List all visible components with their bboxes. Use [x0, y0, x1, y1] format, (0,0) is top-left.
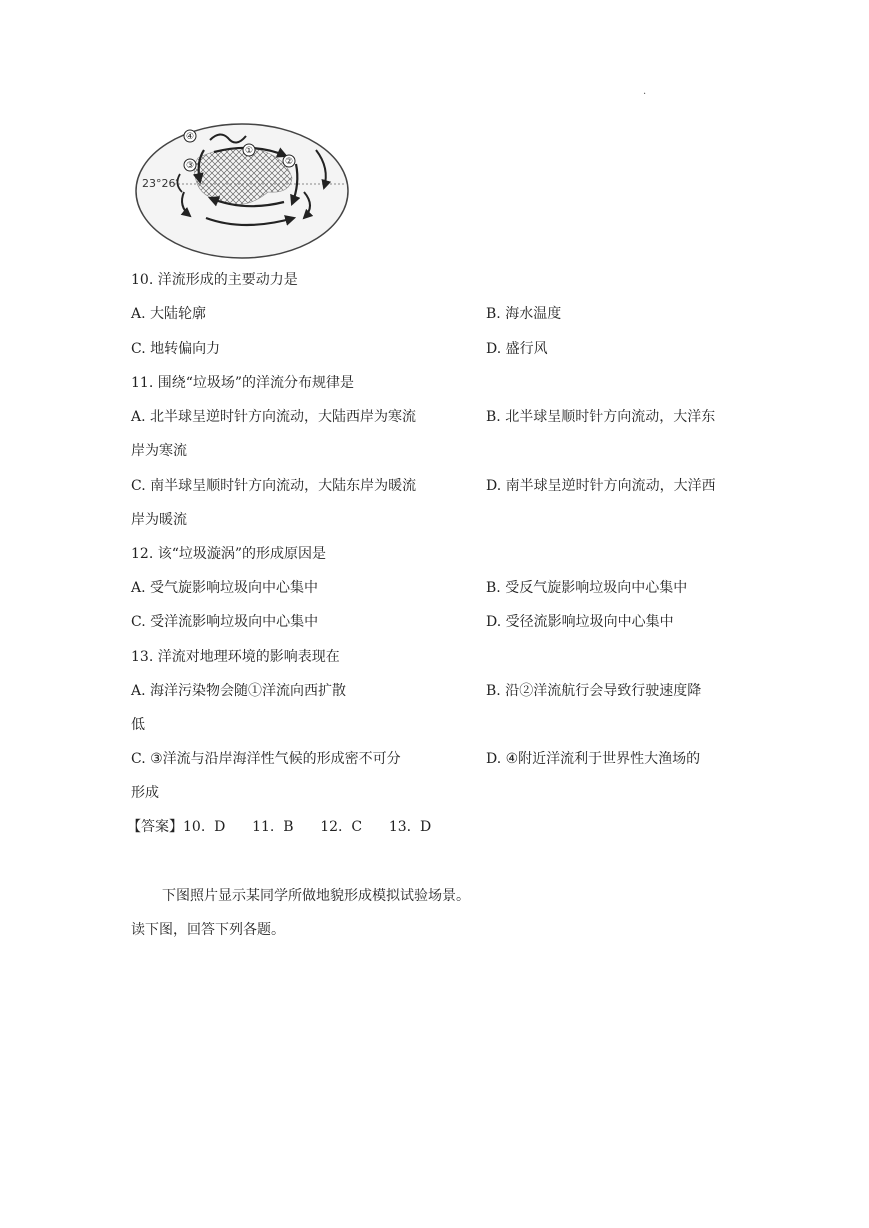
q13-option-b: B. 沿②洋流航行会导致行驶速度降	[486, 683, 702, 699]
q11-stem: 11. 围绕“垃圾场”的洋流分布规律是	[131, 375, 355, 391]
intro-instruction: 读下图，回答下列各题。	[131, 922, 285, 938]
q12-option-b: B. 受反气旋影响垃圾向中心集中	[486, 580, 688, 596]
latitude-label: 23°26′	[142, 177, 178, 190]
ocean-current-figure	[134, 122, 350, 260]
q11-option-d: D. 南半球呈逆时针方向流动，大洋西	[486, 478, 716, 494]
q10-option-b: B. 海水温度	[486, 306, 562, 322]
q12-option-a: A. 受气旋影响垃圾向中心集中	[131, 580, 319, 596]
q11-wrap-1: 岸为寒流	[131, 443, 187, 459]
marker-1: ①	[245, 146, 254, 156]
q13-option-a: A. 海洋污染物会随①洋流向西扩散	[131, 683, 347, 699]
marker-2: ②	[285, 157, 294, 167]
header-mark: .	[643, 86, 647, 97]
q12-stem: 12. 该“垃圾漩涡”的形成原因是	[131, 546, 327, 562]
q11-option-b: B. 北半球呈顺时针方向流动，大洋东	[486, 409, 716, 425]
q13-wrap-1: 低	[131, 717, 145, 733]
q12-option-d: D. 受径流影响垃圾向中心集中	[486, 614, 674, 630]
q13-wrap-2: 形成	[131, 785, 159, 801]
q10-option-c: C. 地转偏向力	[131, 341, 221, 357]
q10-stem: 10. 洋流形成的主要动力是	[131, 272, 298, 288]
q11-option-a: A. 北半球呈逆时针方向流动，大陆西岸为寒流	[131, 409, 417, 425]
intro-paragraph: 下图照片显示某同学所做地貌形成模拟试验场景。	[162, 888, 470, 904]
q12-option-c: C. 受洋流影响垃圾向中心集中	[131, 614, 319, 630]
q10-option-d: D. 盛行风	[486, 341, 548, 357]
q13-option-d: D. ④附近洋流利于世界性大渔场的	[486, 751, 701, 767]
q10-option-a: A. 大陆轮廓	[131, 306, 207, 322]
answer-line: 【答案】10. D 11. B 12. C 13. D	[127, 819, 432, 835]
q11-option-c: C. 南半球呈顺时针方向流动，大陆东岸为暖流	[131, 478, 417, 494]
ocean-current-map	[134, 122, 350, 260]
q13-option-c: C. ③洋流与沿岸海洋性气候的形成密不可分	[131, 751, 401, 767]
q13-stem: 13. 洋流对地理环境的影响表现在	[131, 649, 340, 665]
marker-4: ④	[186, 132, 195, 142]
marker-3: ③	[186, 161, 195, 171]
q11-wrap-2: 岸为暖流	[131, 512, 187, 528]
